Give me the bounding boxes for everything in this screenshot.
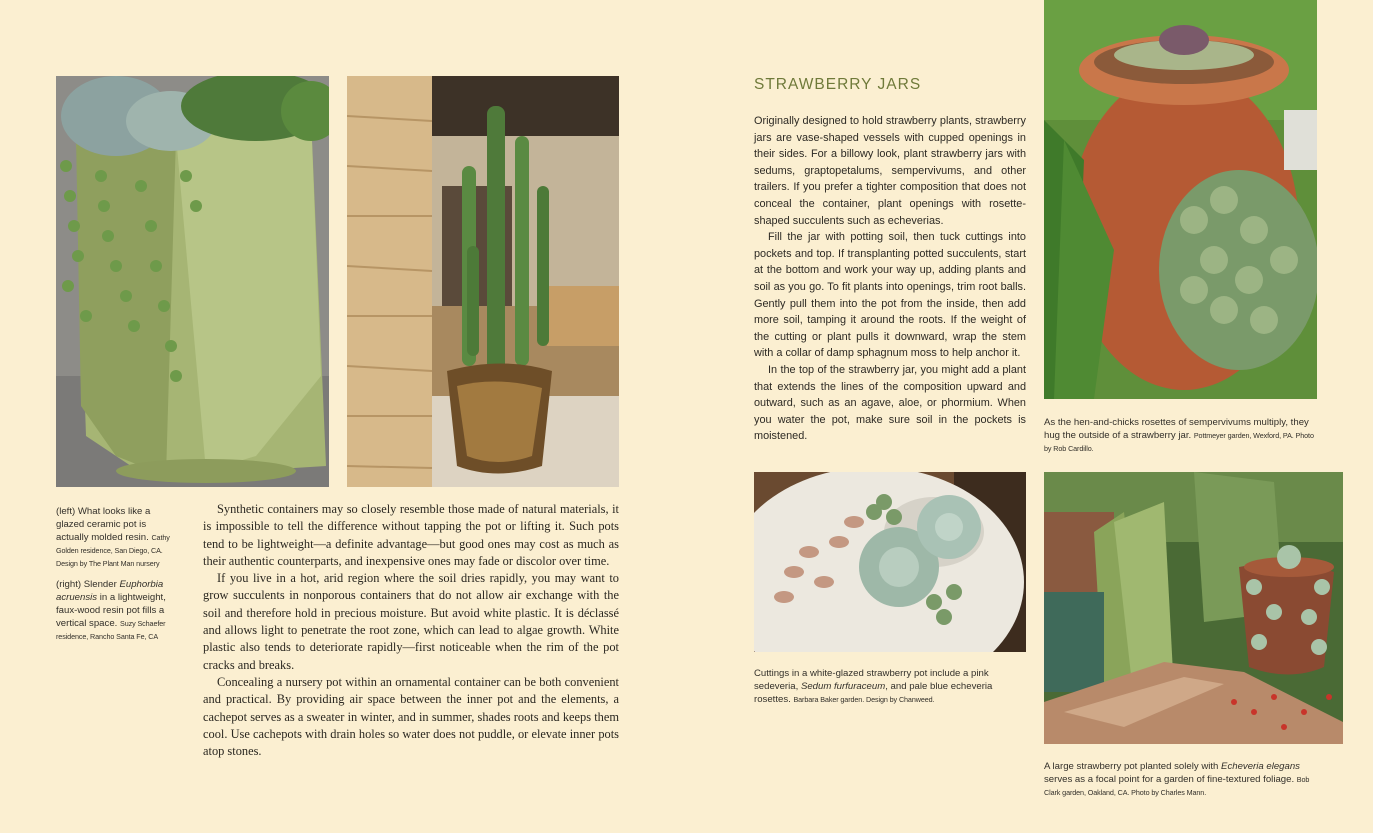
caption-garden-pot	[1044, 760, 1316, 799]
caption-garden-pot-credit: Bob Clark garden, Oakland, CA. Photo by Charles Mann.	[1044, 775, 1310, 797]
caption-garden-pot-suffix: serves as a focal point for a garden of fine-textured foliage.	[1044, 774, 1295, 785]
right-paragraph-2: Fill the jar with potting soil, then tuck cuttings into pockets and top. If transplanting potted succulents, start at the bottom and work your way up, adding plants and soil as you go. To fit plants into openings, trim root balls. Gently pull them into the pot from the inside, then add more soil, tamping it around the roots. If the weight of the cutting or plant pulls it downward, wrap the stem with a collar of damp sphagnum moss to help anchor it.	[754, 231, 1026, 360]
caption-euphorbia-credit: Suzy Schaefer residence, Rancho Santa Fe, CA	[56, 619, 166, 641]
caption-euphorbia-prefix: (right) Slender	[56, 579, 120, 590]
caption-white-pot-credit: Barbara Baker garden. Design by Chanweed.	[793, 695, 935, 704]
caption-garden-pot-prefix: A large strawberry pot planted solely with	[1044, 761, 1222, 772]
caption-euphorbia-species: Euphorbia acruensis	[56, 579, 164, 603]
photo-green-resin-pot	[56, 76, 329, 487]
caption-green-pot-credit: Cathy Golden residence, San Diego, CA. Design by The Plant Man nursery	[56, 533, 170, 568]
caption-green-pot-text: (left) What looks like a glazed ceramic pot is actually molded resin.	[56, 506, 151, 543]
caption-garden-pot-species: Echeveria elegans	[1221, 761, 1300, 772]
caption-sempervivum	[1044, 416, 1316, 455]
photo-sempervivum-jar	[1044, 0, 1317, 399]
photo-white-glazed-pot	[754, 472, 1026, 652]
caption-sempervivum-text: As the hen-and-chicks rosettes of sempervivums multiply, they hug the outside of a strawberry jar.	[1044, 417, 1309, 441]
right-paragraph-3: In the top of the strawberry jar, you might add a plant that extends the lines of the composition upward and outward, such as an agave, aloe, or phormium. When you water the pot, make sure soil in the pockets is moistened.	[754, 363, 1026, 443]
section-heading: STRAWBERRY JARS	[754, 76, 922, 93]
photo-euphorbia-pot	[347, 76, 619, 487]
left-paragraph-3: Concealing a nursery pot within an ornamental container can be both convenient and practical. By providing air space between the inner pot and the elements, a cachepot serves as a sweater in winter, and in summer, shades roots and keeps them cool. Use cachepots with drain holes so water does not puddle, or elevate inner pots atop stones.	[203, 674, 619, 759]
caption-white-pot-prefix: Cuttings in a white-glazed strawberry pot include a pink sedeveria,	[754, 668, 989, 692]
left-paragraph-1: Synthetic containers may so closely resemble those made of natural materials, it is impossible to tell the difference without tapping the pot or lifting it. Such pots tend to be lightweight—a definite advantage—but good ones may cost as much as their authentic counterparts, and inexpensive ones may fade or discolor over time.	[203, 502, 619, 568]
caption-green-pot	[56, 505, 180, 570]
left-paragraph-2: If you live in a hot, arid region where the soil dries rapidly, you may want to grow succulents in nonporous containers that do not allow air exchange with the soil and therefore hold in precious moisture. But avoid white plastic. It is déclassé and allows light to penetrate the root zone, which can lead to algae growth. White plastic also tends to deteriorate rapidly—first noticeable when the rim of the pot cracks and breaks.	[203, 571, 619, 672]
right-paragraph-1: Originally designed to hold strawberry plants, strawberry jars are vase-shaped vessels with cupped openings in their sides. For a billowy look, plant strawberry jars with sedums, graptopetalums, sempervivums, and other trailers. If you prefer a tighter composition that does not conceal the container, plant openings with rosette-shaped succulents such as echeverias.	[754, 115, 1026, 227]
caption-white-pot-suffix: , and pale blue echeveria rosettes.	[754, 681, 993, 705]
caption-euphorbia-suffix: in a lightweight, faux-wood resin pot fills a vertical space.	[56, 592, 166, 629]
caption-white-pot	[754, 667, 1026, 706]
left-body-text	[203, 501, 619, 760]
caption-euphorbia	[56, 578, 180, 643]
caption-white-pot-species: Sedum furfuraceum	[800, 681, 886, 692]
caption-left-photos	[56, 505, 180, 651]
caption-sempervivum-credit: Pottmeyer garden, Wexford, PA. Photo by Rob Cardillo.	[1044, 431, 1314, 453]
right-body-text	[754, 113, 1026, 445]
photo-garden-strawberry-pot	[1044, 472, 1343, 744]
